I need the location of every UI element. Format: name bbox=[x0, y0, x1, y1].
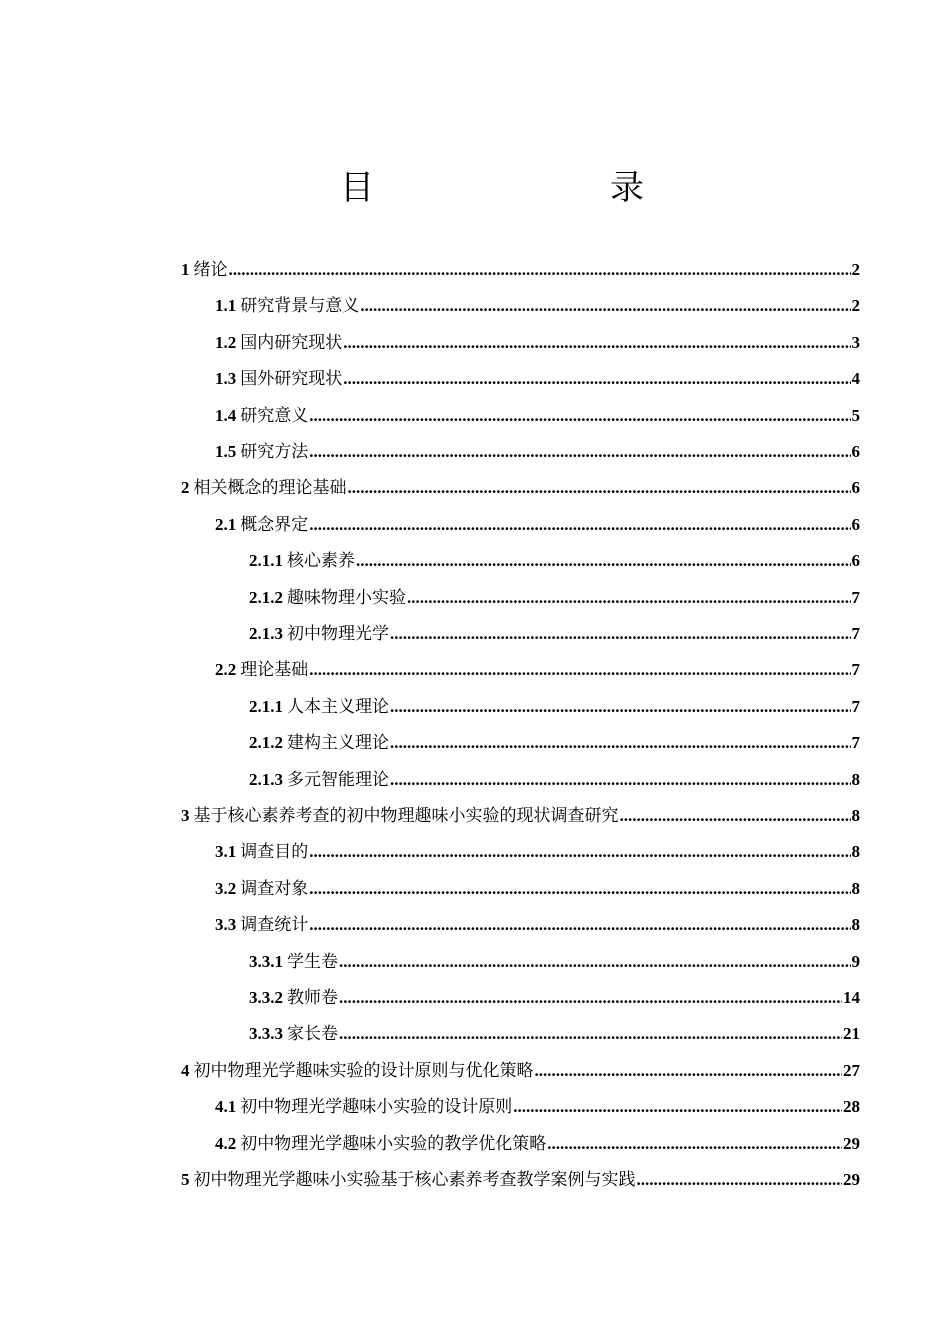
toc-entry[interactable] bbox=[249, 948, 860, 976]
toc-page-number: 2 bbox=[851, 260, 860, 279]
toc-entry-title bbox=[249, 584, 406, 612]
toc-leader-dots bbox=[390, 729, 851, 757]
toc-entry[interactable] bbox=[181, 474, 860, 502]
toc-leader-dots bbox=[356, 547, 851, 575]
toc-page-number: 14 bbox=[843, 988, 860, 1007]
toc-entry-title bbox=[249, 620, 389, 648]
toc-entry[interactable] bbox=[215, 1093, 860, 1121]
toc-entry-number: 1.5 bbox=[215, 442, 237, 461]
toc-entry-number: 2 bbox=[181, 478, 190, 498]
toc-page-number: 3 bbox=[851, 332, 860, 352]
toc-entry-title bbox=[215, 656, 308, 684]
toc-page-number: 6 bbox=[851, 442, 860, 461]
toc-entry-title bbox=[249, 948, 338, 976]
toc-leader-dots bbox=[360, 292, 850, 320]
toc-entry-label: 多元智能理论 bbox=[287, 769, 389, 790]
toc-entry-number: 2.1 bbox=[215, 514, 237, 534]
toc-entry-number: 1 bbox=[181, 260, 190, 279]
toc-page-number: 7 bbox=[851, 624, 860, 643]
toc-page-number: 6 bbox=[851, 551, 860, 571]
toc-entry-title bbox=[249, 766, 389, 794]
toc-leader-dots bbox=[309, 656, 850, 684]
toc-entry-label: 初中物理光学趣味小实验的教学优化策略 bbox=[240, 1133, 547, 1154]
toc-entry-title bbox=[215, 911, 308, 939]
toc-entry[interactable] bbox=[215, 329, 860, 357]
toc-leader-dots bbox=[343, 365, 850, 393]
toc-entry[interactable] bbox=[215, 438, 860, 466]
toc-entry-title bbox=[181, 1166, 636, 1194]
toc-entry[interactable] bbox=[181, 1166, 860, 1194]
toc-page-number: 7 bbox=[851, 660, 860, 680]
toc-entry-title bbox=[249, 1020, 338, 1048]
toc-entry-label: 调查统计 bbox=[240, 915, 309, 936]
toc-entry-number: 1.1 bbox=[215, 296, 237, 316]
toc-leader-dots bbox=[390, 766, 851, 794]
toc-leader-dots bbox=[547, 1130, 842, 1158]
toc-page-number: 9 bbox=[851, 951, 860, 971]
toc-entry-title bbox=[215, 292, 359, 320]
toc-entry-number: 2.1.3 bbox=[249, 624, 283, 643]
toc-entry-label: 国外研究现状 bbox=[240, 369, 343, 390]
toc-page-number: 21 bbox=[843, 1024, 860, 1044]
toc-page-number: 2 bbox=[851, 296, 860, 316]
toc-entry[interactable] bbox=[215, 402, 860, 430]
toc-entry[interactable] bbox=[249, 984, 860, 1012]
toc-entry[interactable] bbox=[215, 656, 860, 684]
toc-page-number: 8 bbox=[851, 878, 860, 898]
toc-entry[interactable] bbox=[215, 838, 860, 866]
toc-leader-dots bbox=[309, 875, 850, 903]
toc-title: 目 录 bbox=[340, 168, 700, 208]
toc-leader-dots bbox=[407, 584, 851, 612]
toc-leader-dots bbox=[513, 1093, 842, 1121]
toc-page-number: 27 bbox=[843, 1060, 860, 1080]
toc-entry[interactable] bbox=[249, 1020, 860, 1048]
toc-entry-title bbox=[215, 1130, 546, 1158]
toc-leader-dots bbox=[339, 984, 842, 1012]
toc-entry-number: 2.2 bbox=[215, 660, 237, 680]
toc-leader-dots bbox=[637, 1166, 843, 1194]
toc-page-number: 29 bbox=[843, 1133, 860, 1153]
toc-entry-number: 2.1.1 bbox=[249, 696, 283, 716]
toc-page-number: 7 bbox=[851, 587, 860, 607]
toc-leader-dots bbox=[309, 402, 850, 430]
toc-page-number: 8 bbox=[851, 842, 860, 862]
toc-entry-label: 基于核心素养考查的初中物理趣味小实验的现状调查研究 bbox=[193, 806, 619, 826]
toc-leader-dots bbox=[339, 1020, 842, 1048]
toc-entry[interactable] bbox=[249, 729, 860, 757]
toc-leader-dots bbox=[620, 802, 851, 830]
toc-page-number: 8 bbox=[851, 769, 860, 789]
toc-page-number: 8 bbox=[851, 915, 860, 935]
toc-page-number: 28 bbox=[843, 1097, 860, 1117]
toc-entry-number: 2.1.3 bbox=[249, 769, 283, 789]
toc-entry[interactable] bbox=[215, 1130, 860, 1158]
toc-entry-number: 1.2 bbox=[215, 332, 237, 352]
toc-entry[interactable] bbox=[249, 693, 860, 721]
toc-entry-title bbox=[249, 547, 355, 575]
toc-entry-title bbox=[181, 802, 619, 830]
toc-page-number: 8 bbox=[851, 806, 860, 825]
toc-entry-number: 3.3.2 bbox=[249, 988, 283, 1007]
toc-entry-number: 4 bbox=[181, 1060, 190, 1080]
toc-entry-title bbox=[215, 511, 308, 539]
toc-entry-title bbox=[215, 365, 342, 393]
toc-leader-dots bbox=[339, 948, 851, 976]
toc-entry-title bbox=[215, 438, 308, 466]
toc-entry[interactable] bbox=[215, 875, 860, 903]
toc-entry-label: 教师卷 bbox=[287, 988, 338, 1008]
toc-entry-title bbox=[215, 329, 342, 357]
toc-entry-number: 3.3.1 bbox=[249, 951, 283, 971]
toc-entry-label: 初中物理光学趣味实验的设计原则与优化策略 bbox=[193, 1060, 534, 1081]
toc-entry[interactable] bbox=[215, 911, 860, 939]
toc-entry-number: 1.3 bbox=[215, 369, 237, 389]
toc-entry[interactable] bbox=[215, 511, 860, 539]
toc-entry-label: 人本主义理论 bbox=[287, 696, 389, 717]
toc-entry-label: 初中物理光学趣味小实验的设计原则 bbox=[240, 1097, 513, 1118]
toc-entry-label: 初中物理光学趣味小实验基于核心素养考查教学案例与实践 bbox=[193, 1170, 636, 1190]
toc-entry-label: 研究方法 bbox=[240, 442, 309, 462]
toc-page-number: 4 bbox=[851, 369, 860, 389]
toc-leader-dots bbox=[390, 620, 851, 648]
toc-entry-number: 4.2 bbox=[215, 1133, 237, 1153]
toc-leader-dots bbox=[390, 693, 851, 721]
toc-entry-number: 1.4 bbox=[215, 405, 237, 425]
toc-entry-number: 2.1.1 bbox=[249, 551, 283, 571]
toc-entry-label: 概念界定 bbox=[240, 514, 309, 535]
toc-leader-dots bbox=[229, 256, 851, 284]
toc-entry-title bbox=[215, 838, 308, 866]
toc-leader-dots bbox=[309, 838, 850, 866]
toc-entry-number: 3 bbox=[181, 806, 190, 825]
toc-entry[interactable] bbox=[249, 584, 860, 612]
toc-entry[interactable] bbox=[181, 802, 860, 830]
toc-entry-number: 3.1 bbox=[215, 842, 237, 862]
toc-entry[interactable] bbox=[215, 365, 860, 393]
toc-entry-label: 相关概念的理论基础 bbox=[193, 478, 347, 499]
toc-entry-title bbox=[215, 875, 308, 903]
toc-entry-title bbox=[249, 693, 389, 721]
toc-entry-label: 核心素养 bbox=[287, 551, 355, 572]
toc-entry-label: 趣味物理小实验 bbox=[287, 587, 406, 608]
toc-entry-title bbox=[249, 729, 389, 757]
toc-entry-label: 理论基础 bbox=[240, 660, 309, 681]
toc-entry-number: 3.2 bbox=[215, 878, 237, 898]
toc-entry-title bbox=[181, 474, 347, 502]
toc-entry-label: 国内研究现状 bbox=[240, 332, 343, 353]
toc-entry-number: 4.1 bbox=[215, 1097, 237, 1117]
toc-entry-label: 学生卷 bbox=[287, 951, 338, 972]
toc-page-number: 6 bbox=[851, 514, 860, 534]
toc-entry-title bbox=[215, 1093, 512, 1121]
toc-leader-dots bbox=[343, 329, 850, 357]
toc-leader-dots bbox=[535, 1057, 843, 1085]
toc-entry-label: 研究意义 bbox=[240, 405, 309, 426]
toc-entry-label: 建构主义理论 bbox=[287, 733, 389, 754]
toc-entry[interactable] bbox=[249, 766, 860, 794]
toc-entry-number: 3.3.3 bbox=[249, 1024, 283, 1044]
toc-entry-title bbox=[181, 1057, 534, 1085]
toc-entry-label: 绪论 bbox=[193, 260, 228, 280]
toc-entry[interactable] bbox=[181, 256, 860, 284]
toc-page-number: 6 bbox=[851, 478, 860, 498]
toc-entry-number: 2.1.2 bbox=[249, 733, 283, 753]
toc-page-number: 5 bbox=[851, 405, 860, 425]
toc-page-number: 7 bbox=[851, 733, 860, 753]
toc-entry-label: 家长卷 bbox=[287, 1024, 338, 1045]
toc-leader-dots bbox=[309, 911, 850, 939]
toc-entry[interactable] bbox=[215, 292, 860, 320]
toc-entry-title bbox=[181, 256, 228, 284]
toc-entry[interactable] bbox=[249, 620, 860, 648]
toc-leader-dots bbox=[309, 438, 850, 466]
toc-leader-dots bbox=[348, 474, 851, 502]
toc-entry-label: 调查对象 bbox=[240, 878, 309, 899]
toc-entry-number: 5 bbox=[181, 1170, 190, 1189]
toc-page-number: 7 bbox=[851, 696, 860, 716]
toc-entry-label: 研究背景与意义 bbox=[240, 296, 360, 317]
toc-entry-title bbox=[249, 984, 338, 1012]
toc-leader-dots bbox=[309, 511, 850, 539]
toc-entry[interactable] bbox=[181, 1057, 860, 1085]
toc-page-number: 29 bbox=[843, 1170, 860, 1189]
toc-entry-number: 2.1.2 bbox=[249, 587, 283, 607]
toc-entry-number: 3.3 bbox=[215, 915, 237, 935]
toc-entry-label: 初中物理光学 bbox=[287, 624, 389, 644]
toc-entry-label: 调查目的 bbox=[240, 842, 309, 863]
toc-entry[interactable] bbox=[249, 547, 860, 575]
toc-entry-title bbox=[215, 402, 308, 430]
